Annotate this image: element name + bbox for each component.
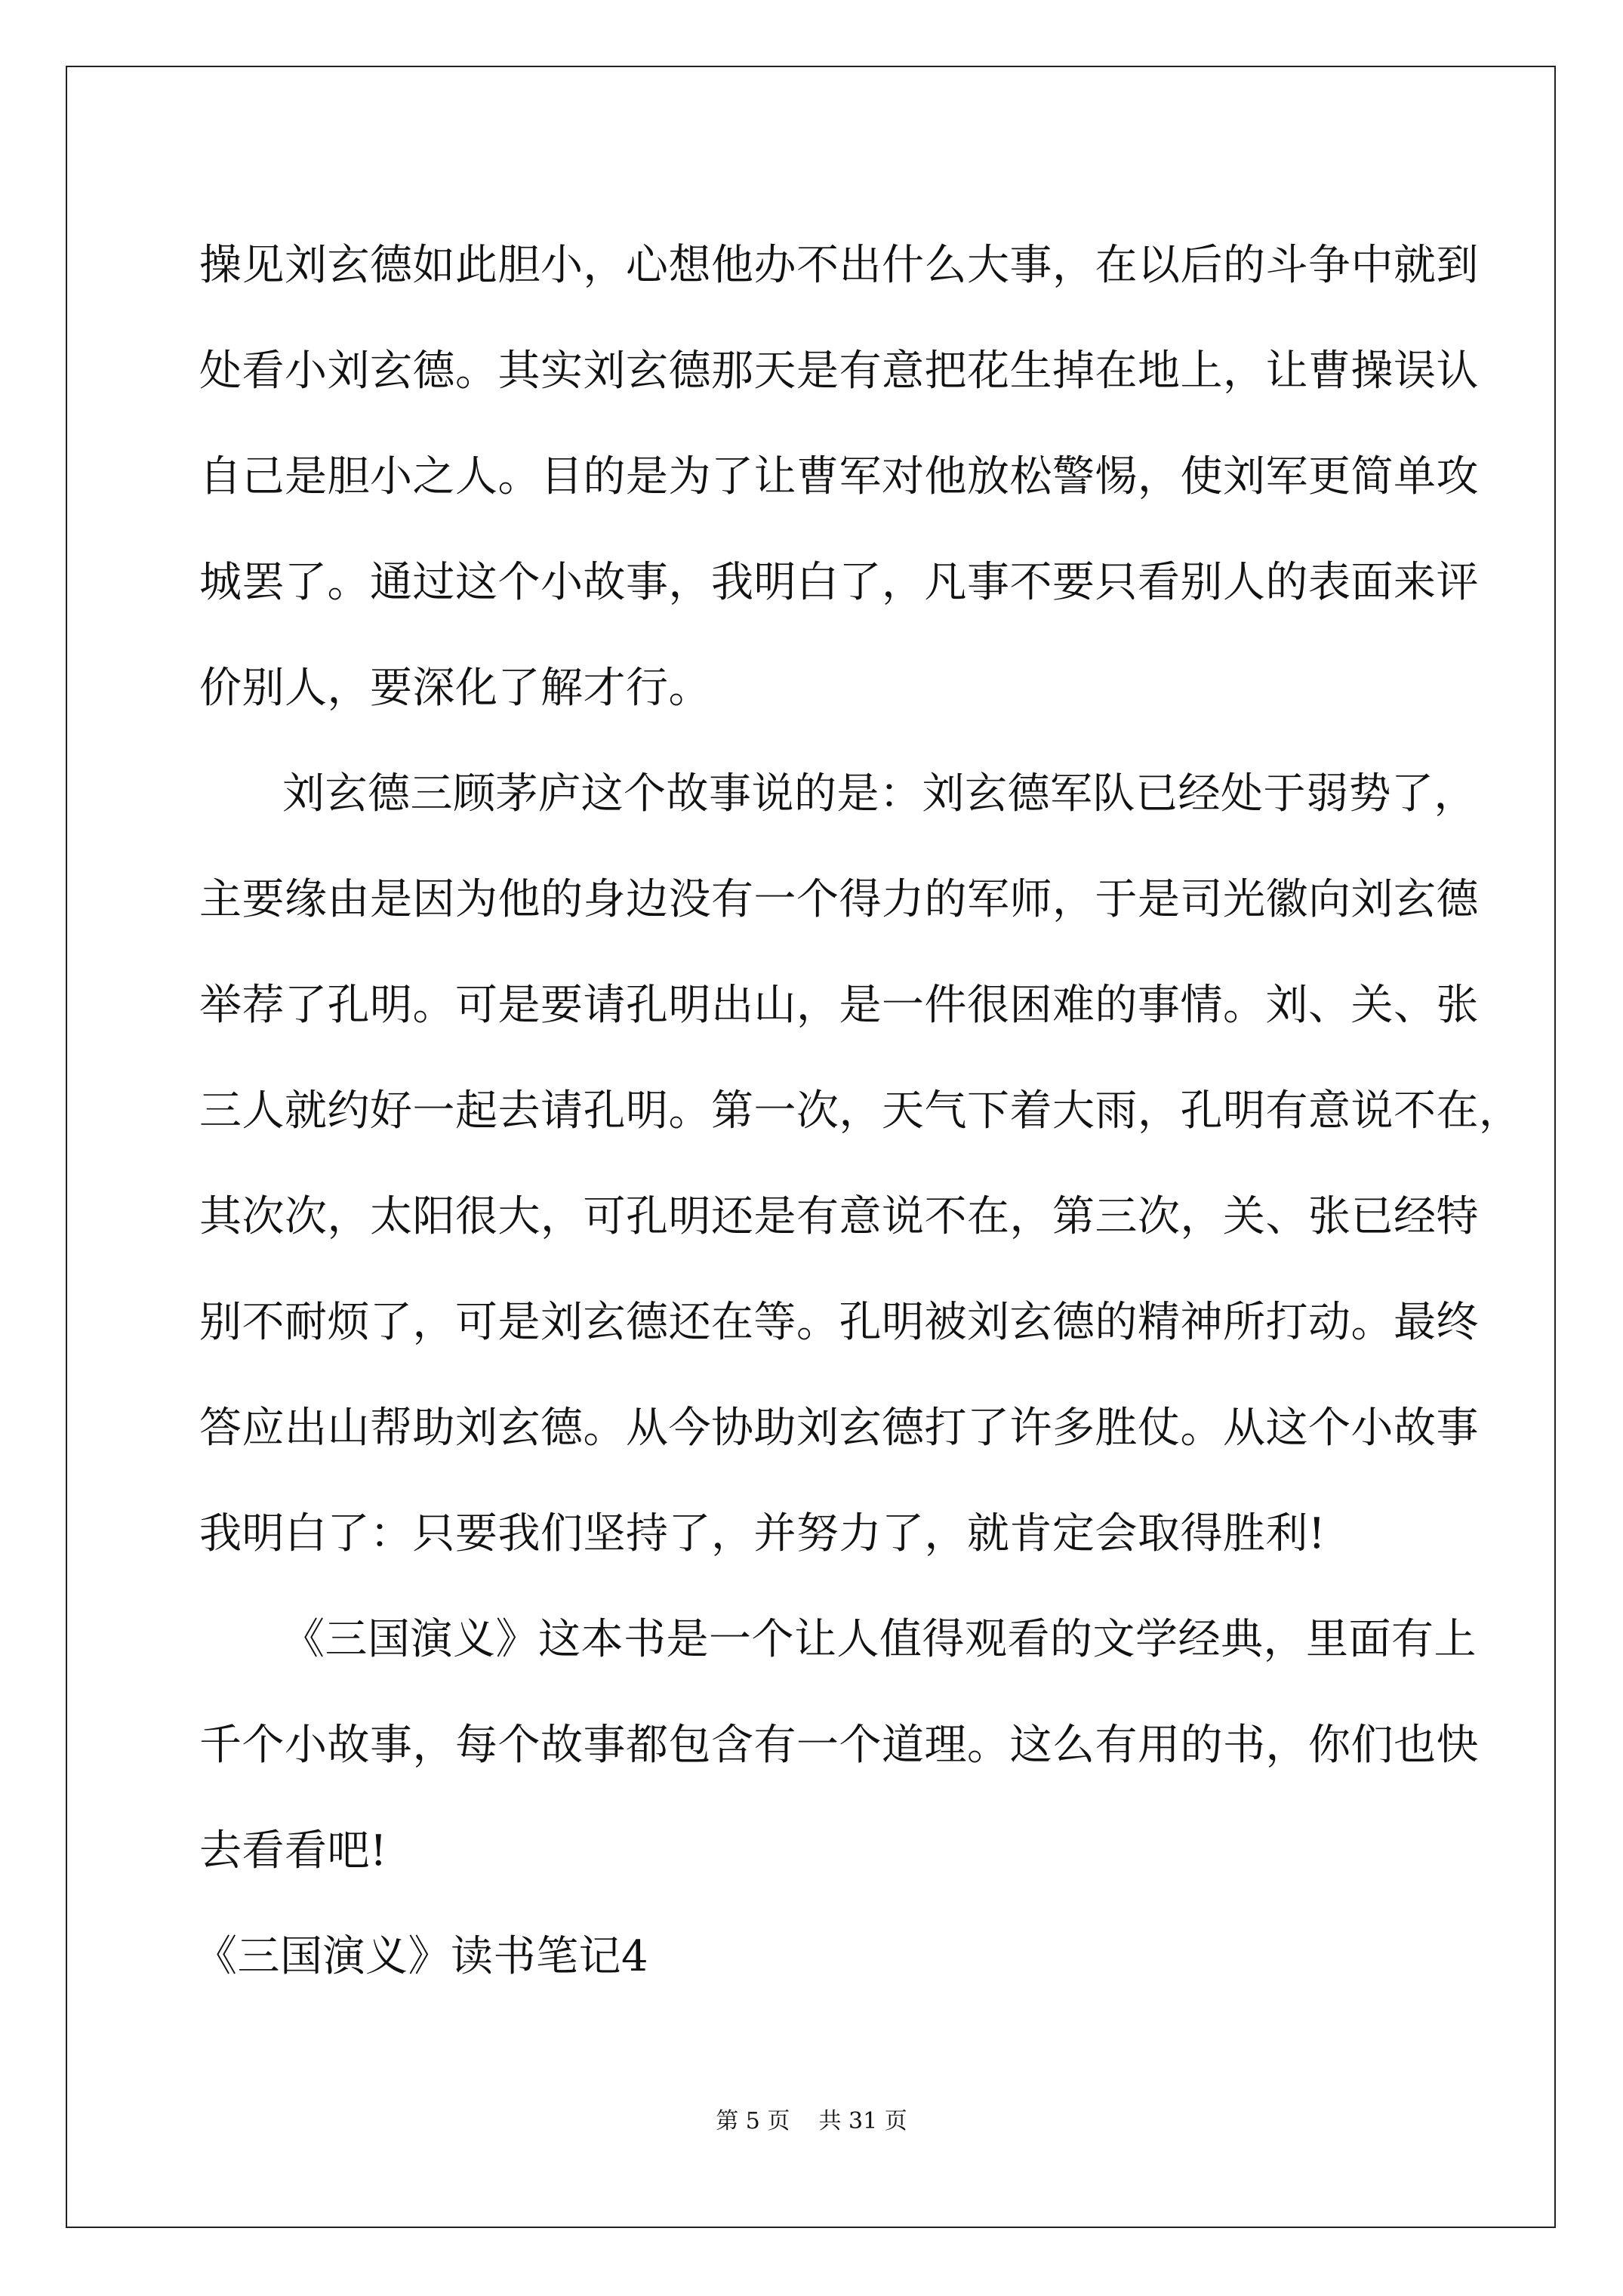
text-line: 千个小故事，每个故事都包含有一个道理。这么有用的书，你们也快 [199,1721,1479,1770]
text-line: 主要缘由是因为他的身边没有一个得力的军师，于是司光徽向刘玄德 [199,875,1479,924]
text-line: 答应出山帮助刘玄德。从今协助刘玄德打了许多胜仗。从这个小故事 [199,1404,1479,1453]
text-line: 操见刘玄德如此胆小，心想他办不出什么大事，在以后的斗争中就到 [199,241,1479,290]
paragraph-first-line: 《三国演义》这本书是一个让人值得观看的文学经典，里面有上 [282,1615,1477,1664]
text-line: 三人就约好一起去请孔明。第一次，天气下着大雨，孔明有意说不在， [199,1086,1522,1136]
text-line: 举荐了孔明。可是要请孔明出山，是一件很困难的事情。刘、关、张 [199,981,1479,1030]
page-number-footer: 第 5 页 共 31 页 [716,2108,907,2134]
paragraph-first-line: 刘玄德三顾茅庐这个故事说的是：刘玄德军队已经处于弱势了， [282,769,1477,818]
text-line: 去看看吧! [199,1826,388,1875]
text-line: 别不耐烦了，可是刘玄德还在等。孔明被刘玄德的精神所打动。最终 [199,1298,1479,1347]
section-heading: 《三国演义》读书笔记4 [195,1932,649,1981]
text-line: 城罢了。通过这个小故事，我明白了，凡事不要只看别人的表面来评 [199,558,1479,607]
text-line: 其次次，太阳很大，可孔明还是有意说不在，第三次，关、张已经特 [199,1192,1479,1241]
text-line: 自己是胆小之人。目的是为了让曹军对他放松警惕，使刘军更简单攻 [199,452,1479,501]
text-line: 处看小刘玄德。其实刘玄德那天是有意把花生掉在地上，让曹操误认 [199,347,1479,396]
text-line: 我明白了：只要我们坚持了，并努力了，就肯定会取得胜利! [199,1509,1326,1558]
text-line: 价别人，要深化了解才行。 [199,664,711,713]
document-body [195,213,1522,2010]
